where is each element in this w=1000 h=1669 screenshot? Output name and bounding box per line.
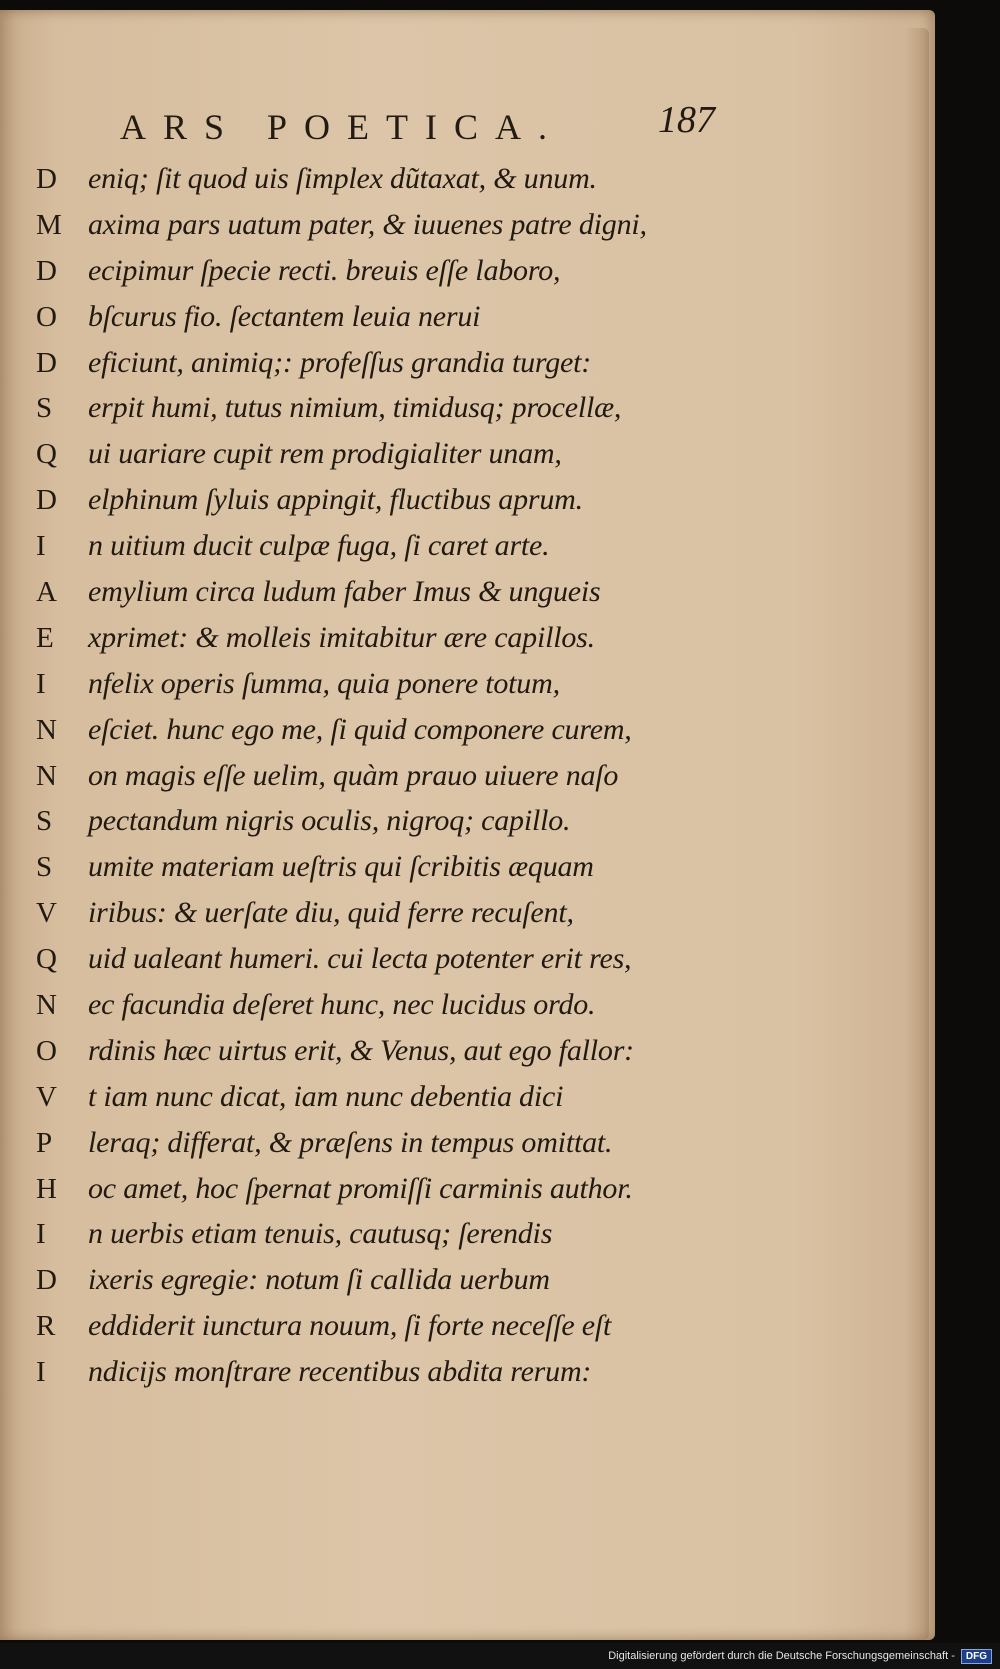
verse-initial: O (36, 1034, 57, 1067)
digitization-footer (0, 1643, 1000, 1669)
verse-text: t iam nunc dicat, iam nunc debentia dici (88, 1079, 564, 1113)
verse-line (36, 162, 716, 208)
verse-text: axima pars uatum pater, & iuuenes patre digni, (88, 207, 647, 241)
verse-initial: D (36, 1264, 57, 1297)
verse-initial: D (36, 484, 57, 517)
verse-list (36, 162, 716, 1401)
book-page (0, 10, 935, 1640)
verse-line (36, 896, 716, 942)
verse-initial: I (36, 667, 46, 700)
verse-line (36, 988, 716, 1034)
verse-line (36, 621, 716, 667)
verse-text: oc amet, hoc ſpernat promiſſi carminis author. (88, 1171, 633, 1205)
verse-initial: A (36, 576, 57, 609)
verse-initial: Q (36, 943, 57, 976)
verse-text: ecipimur ſpecie recti. breuis eſſe laboro, (88, 253, 561, 287)
verse-line (36, 483, 716, 529)
verse-initial: M (36, 208, 62, 241)
verse-text: pectandum nigris oculis, nigroq; capillo. (88, 804, 571, 838)
verse-line (36, 254, 716, 300)
verse-text: ui uariare cupit rem prodigialiter unam, (88, 437, 562, 471)
verse-text: on magis eſſe uelim, quàm prauo uiuere naſo (88, 758, 619, 792)
verse-line (36, 346, 716, 392)
verse-line (36, 1034, 716, 1080)
verse-text: umite materiam ueſtris qui ſcribitis æquam (88, 850, 594, 884)
verse-line (36, 1309, 716, 1355)
verse-initial: Q (36, 438, 57, 471)
verse-initial: S (36, 851, 53, 884)
verse-initial: R (36, 1310, 56, 1343)
verse-text: xprimet: & molleis imitabitur ære capillos. (88, 620, 595, 654)
verse-text: eficiunt, animiq;: profeſſus grandia turget: (88, 345, 592, 379)
verse-line (36, 1126, 716, 1172)
page-number: 187 (658, 99, 715, 141)
verse-text: elphinum ſyluis appingit, fluctibus aprum. (88, 483, 583, 517)
verse-text: uid ualeant humeri. cui lecta potenter erit res, (88, 942, 632, 976)
verse-line (36, 1172, 716, 1218)
verse-text: nfelix operis ſumma, quia ponere totum, (88, 666, 560, 700)
verse-initial: N (36, 713, 57, 746)
verse-line (36, 529, 716, 575)
verse-line (36, 1080, 716, 1126)
verse-line (36, 300, 716, 346)
verse-text: n uitium ducit culpæ fuga, ſi caret arte. (88, 529, 550, 563)
verse-initial: D (36, 346, 57, 379)
verse-initial: I (36, 1356, 46, 1389)
running-head: ARS POETICA. (120, 107, 565, 147)
verse-initial: V (36, 1080, 57, 1113)
verse-initial: N (36, 989, 57, 1022)
verse-line (36, 850, 716, 896)
verse-line (36, 208, 716, 254)
verse-line (36, 667, 716, 713)
verse-text: ixeris egregie: notum ſi callida uerbum (88, 1263, 550, 1297)
verse-initial: E (36, 621, 54, 654)
verse-text: bſcurus fio. ſectantem leuia nerui (88, 299, 481, 333)
verse-text: ec facundia deſeret hunc, nec lucidus ordo. (88, 988, 596, 1022)
verse-initial: H (36, 1172, 57, 1205)
verse-line (36, 713, 716, 759)
verse-initial: P (36, 1126, 53, 1159)
verse-text: eſciet. hunc ego me, ſi quid componere curem, (88, 712, 632, 746)
dfg-logo: DFG (961, 1649, 992, 1664)
footer-credit: Digitalisierung gefördert durch die Deutsche Forschungsgemeinschaft - (608, 1650, 955, 1662)
page-edge (905, 28, 929, 1640)
verse-initial: I (36, 1218, 46, 1251)
verse-initial: D (36, 163, 57, 195)
verse-line (36, 437, 716, 483)
verse-initial: I (36, 530, 46, 563)
verse-text: n uerbis etiam tenuis, cautusq; ſerendis (88, 1217, 553, 1251)
verse-line (36, 1355, 716, 1401)
verse-line (36, 1263, 716, 1309)
verse-text: leraq; differat, & præſens in tempus omittat. (88, 1125, 613, 1159)
verse-line (36, 942, 716, 988)
verse-line (36, 1217, 716, 1263)
verse-text: erpit humi, tutus nimium, timidusq; procellæ, (88, 391, 622, 425)
page-header (120, 106, 720, 148)
verse-text: ndicijs monſtrare recentibus abdita rerum: (88, 1355, 592, 1389)
verse-text: emylium circa ludum faber Imus & ungueis (88, 575, 601, 609)
verse-text: rdinis hæc uirtus erit, & Venus, aut ego fallor: (88, 1033, 634, 1067)
verse-text: eniq; ſit quod uis ſimplex dũtaxat, & unum. (88, 162, 597, 195)
verse-initial: O (36, 300, 57, 333)
verse-line (36, 391, 716, 437)
verse-line (36, 759, 716, 805)
verse-initial: S (36, 805, 53, 838)
verse-line (36, 804, 716, 850)
verse-line (36, 575, 716, 621)
verse-initial: N (36, 759, 57, 792)
verse-initial: S (36, 392, 53, 425)
verse-initial: V (36, 897, 57, 930)
verse-initial: D (36, 254, 57, 287)
verse-text: iribus: & uerſate diu, quid ferre recuſent, (88, 896, 574, 930)
verse-text: eddiderit iunctura nouum, ſi forte neceſſe eſt (88, 1309, 612, 1343)
